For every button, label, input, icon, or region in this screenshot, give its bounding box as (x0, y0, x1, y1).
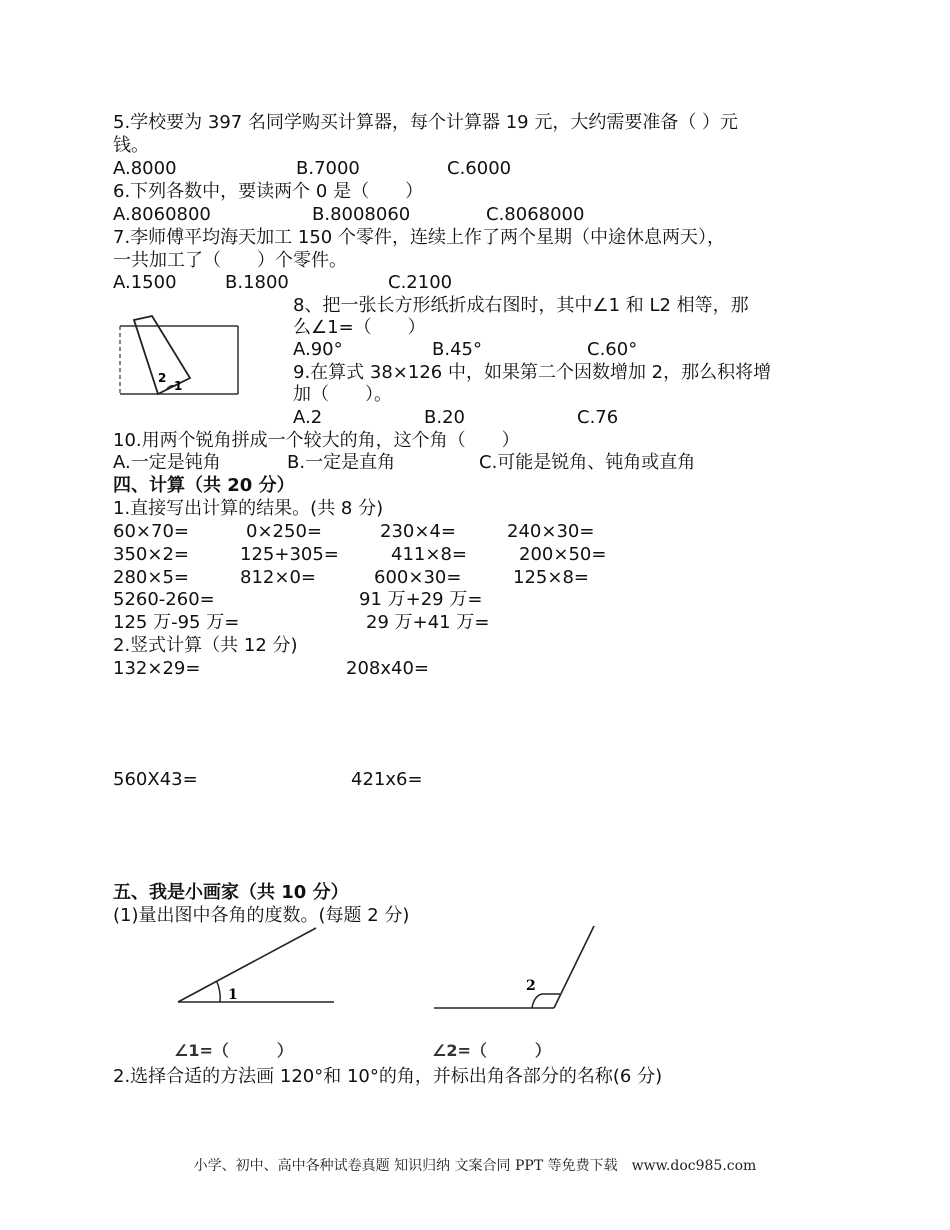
angle1-answer: ∠1=（ ） (174, 1041, 293, 1060)
section5-title: 五、我是小画家（共 10 分） (113, 882, 349, 903)
calc-r2-c3: 411×8= (391, 544, 467, 565)
calc-r2-c1: 350×2= (113, 544, 189, 565)
q6-option-c: C.8068000 (486, 204, 585, 225)
calc-r1-c3: 230×4= (380, 521, 456, 542)
q5-line2: 钱。 (113, 135, 149, 156)
calc-r2-c2: 125+305= (240, 544, 339, 565)
q5-option-b: B.7000 (296, 158, 360, 179)
section4-sub1: 1.直接写出计算的结果。(共 8 分) (113, 498, 384, 519)
angle1-figure (170, 922, 340, 1012)
angle2-label: 2 (526, 978, 536, 994)
calc-r3-c1: 280×5= (113, 567, 189, 588)
angle1-label: 1 (228, 987, 238, 1003)
q9-line2: 加（ ）。 (293, 384, 392, 405)
q7-line1: 7.李师傅平均海天加工 150 个零件，连续上作了两个星期（中途休息两天）， (113, 227, 725, 248)
q9-option-b: B.20 (424, 407, 465, 428)
vertical-calc-4: 421x6= (351, 769, 423, 790)
calc-r4-c1: 5260-260= (113, 589, 215, 610)
fig-angle2-label: 2 (158, 371, 167, 385)
calc-r3-c2: 812×0= (240, 567, 316, 588)
q9-option-c: C.76 (577, 407, 619, 428)
calc-r1-c2: 0×250= (246, 521, 322, 542)
q7-option-b: B.1800 (225, 272, 289, 293)
q9-option-a: A.2 (293, 407, 323, 428)
calc-r1-c4: 240×30= (507, 521, 595, 542)
q8-line2: 么∠1=（ ） (293, 317, 426, 338)
calc-r3-c3: 600×30= (374, 567, 462, 588)
calc-r4-c2: 91 万+29 万= (359, 589, 483, 610)
q6-option-a: A.8060800 (113, 204, 211, 225)
angle2-answer: ∠2=（ ） (432, 1041, 551, 1060)
q8-option-b: B.45° (432, 339, 482, 360)
section4-title: 四、计算（共 20 分） (113, 475, 295, 496)
q10-option-a: A.一定是钝角 (113, 452, 221, 473)
q7-option-a: A.1500 (113, 272, 177, 293)
q6-option-b: B.8008060 (312, 204, 411, 225)
q7-option-c: C.2100 (388, 272, 453, 293)
section5-sub2: 2.选择合适的方法画 120°和 10°的角，并标出角各部分的名称(6 分) (113, 1066, 663, 1087)
q9-line1: 9.在算式 38×126 中，如果第二个因数增加 2，那么积将增 (293, 362, 772, 383)
vertical-calc-3: 560X43= (113, 769, 198, 790)
q7-line2: 一共加工了（ ）个零件。 (113, 250, 347, 271)
q8-option-c: C.60° (587, 339, 638, 360)
q10-stem: 10.用两个锐角拼成一个较大的角，这个角（ ） (113, 430, 520, 451)
calc-r2-c4: 200×50= (519, 544, 607, 565)
vertical-calc-1: 132×29= (113, 658, 201, 679)
fig-angle1-label: 1 (174, 379, 183, 393)
q5-option-a: A.8000 (113, 158, 177, 179)
vertical-calc-2: 208x40= (346, 658, 429, 679)
calc-r3-c4: 125×8= (513, 567, 589, 588)
section4-sub2: 2.竖式计算（共 12 分) (113, 635, 298, 656)
calc-r1-c1: 60×70= (113, 521, 189, 542)
section5-sub1: (1)量出图中各角的度数。(每题 2 分) (113, 905, 410, 926)
q6-stem: 6.下列各数中，要读两个 0 是（ ） (113, 181, 424, 202)
q8-option-a: A.90° (293, 339, 343, 360)
q8-line1: 8、把一张长方形纸折成右图时，其中∠1 和 L2 相等，那 (293, 295, 749, 316)
angle2-figure (428, 922, 603, 1012)
q10-option-b: B.一定是直角 (287, 452, 396, 473)
calc-r5-c1: 125 万-95 万= (113, 612, 240, 633)
q10-option-c: C.可能是锐角、钝角或直角 (479, 452, 696, 473)
q5-line1: 5.学校要为 397 名同学购买计算器，每个计算器 19 元，大约需要准备（ ）元 (113, 112, 739, 133)
q5-option-c: C.6000 (447, 158, 512, 179)
calc-r5-c2: 29 万+41 万= (366, 612, 490, 633)
folded-paper-figure (114, 312, 242, 398)
footer-text: 小学、初中、高中各种试卷真题 知识归纳 文案合同 PPT 等免费下载 www.doc985.com (193, 1158, 757, 1174)
